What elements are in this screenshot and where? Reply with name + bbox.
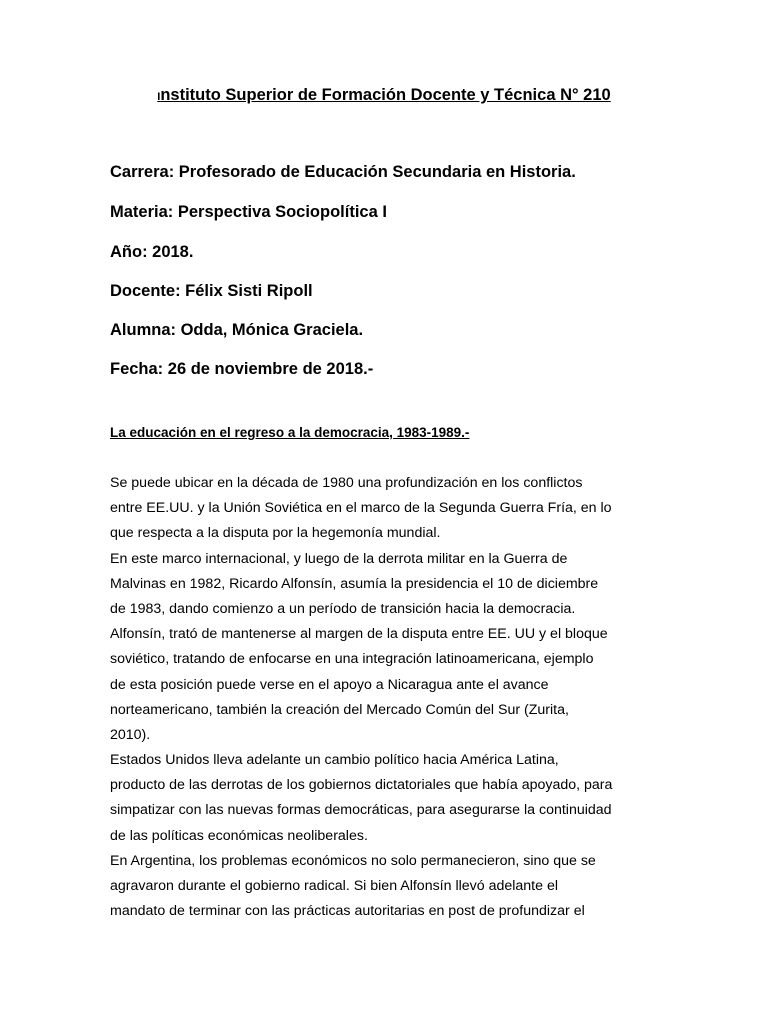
field-anio: Año: 2018. (110, 243, 194, 261)
body-line: que respecta a la disputa por la hegemonía mundial. (110, 525, 441, 542)
field-materia: Materia: Perspectiva Sociopolítica I (110, 203, 387, 221)
body-line: de esta posición puede verse en el apoyo a Nicaragua ante el avance (110, 676, 549, 693)
body-line: En este marco internacional, y luego de la derrota militar en la Guerra de (110, 550, 568, 567)
title-text: nstituto Superior de Formación Docente y Técnica N° 210 (160, 86, 611, 104)
body-line: soviético, tratando de enfocarse en una integración latinoamericana, ejemplo (110, 651, 594, 668)
title-initial: I (157, 91, 161, 103)
field-carrera: Carrera: Profesorado de Educación Secundaria en Historia. (110, 163, 576, 181)
body-line: entre EE.UU. y la Unión Soviética en el marco de la Segunda Guerra Fría, en lo (110, 500, 612, 517)
body-line: Malvinas en 1982, Ricardo Alfonsín, asumía la presidencia el 10 de diciembre (110, 575, 599, 592)
field-fecha: Fecha: 26 de noviembre de 2018.- (110, 360, 374, 378)
body-line: de 1983, dando comienzo a un período de transición hacia la democracia. (110, 600, 576, 617)
institution-title (0, 86, 768, 105)
body-line: Alfonsín, trató de mantenerse al margen de la disputa entre EE. UU y el bloque (110, 626, 608, 643)
body-line: agravaron durante el gobierno radical. Si bien Alfonsín llevó adelante el (110, 878, 558, 894)
body-line: producto de las derrotas de los gobiernos dictatoriales que había apoyado, para (110, 777, 613, 794)
body-line: norteamericano, también la creación del Mercado Común del Sur (Zurita, (110, 701, 569, 718)
body-line: simpatizar con las nuevas formas democráticas, para asegurarse la continuidad (110, 802, 612, 819)
body-line: En Argentina, los problemas económicos no solo permanecieron, sino que se (110, 852, 596, 869)
body-paragraphs (110, 471, 670, 924)
body-line: de las políticas económicas neoliberales. (110, 827, 368, 844)
body-line: 2010). (110, 726, 151, 743)
field-alumna: Alumna: Odda, Mónica Graciela. (110, 321, 364, 339)
body-line: Se puede ubicar en la década de 1980 una profundización en los conflictos (110, 475, 583, 491)
section-title: La educación en el regreso a la democracia, 1983-1989.- (110, 425, 470, 440)
field-docente: Docente: Félix Sisti Ripoll (110, 282, 313, 300)
body-line: Estados Unidos lleva adelante un cambio político hacia América Latina, (110, 752, 559, 769)
body-line: mandato de terminar con las prácticas autoritarias en post de profundizar el (110, 903, 585, 920)
